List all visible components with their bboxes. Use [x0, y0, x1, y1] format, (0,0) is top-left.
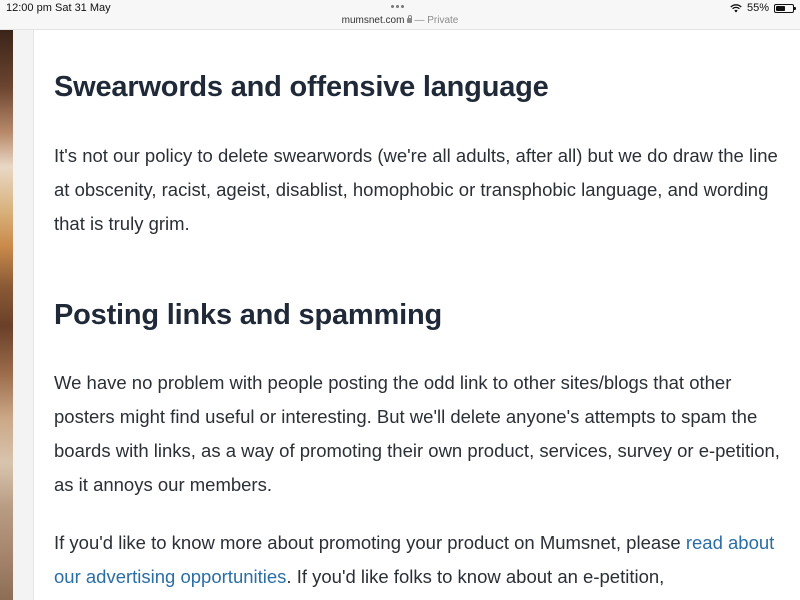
lock-icon — [407, 18, 412, 23]
battery-percent: 55% — [746, 2, 769, 14]
status-bar — [0, 0, 800, 30]
page-margin — [13, 30, 34, 600]
battery-icon — [774, 4, 794, 13]
status-time: 12:00 pm — [6, 2, 52, 14]
status-right — [730, 2, 794, 14]
paragraph-promotion — [54, 526, 794, 594]
promo-text-before: If you'd like to know more about promoting your product on Mumsnet, please — [54, 532, 686, 553]
address-bar[interactable] — [0, 15, 800, 26]
tab-dots-icon[interactable] — [391, 5, 404, 8]
paragraph-posting-links: We have no problem with people posting the odd link to other sites/blogs that other posters might find useful or interesting. But we'll delete anyone's attempts to spam the boards with links, as a way of promoting their own product, services, survey or e-petition, as it annoys our members. — [54, 372, 780, 495]
paragraph-swearwords: It's not our policy to delete swearwords (we're all adults, after all) but we do draw the line at obscenity, racist, ageist, disablist, homophobic or transphobic language, and wording that is truly grim. — [54, 145, 778, 234]
background-photo — [0, 30, 13, 600]
heading-posting-links: Posting links and spamming — [54, 299, 442, 331]
promo-text-after: . If you'd like folks to know about an e-petition, — [286, 566, 665, 587]
status-date: Sat 31 May — [55, 2, 111, 14]
advertising-link[interactable]: read about our advertising opportunities — [54, 532, 775, 587]
wifi-icon — [730, 4, 742, 13]
private-label: — Private — [414, 15, 459, 26]
url-text: mumsnet.com — [341, 15, 405, 26]
heading-swearwords: Swearwords and offensive language — [54, 71, 549, 103]
battery-fill — [776, 6, 785, 11]
